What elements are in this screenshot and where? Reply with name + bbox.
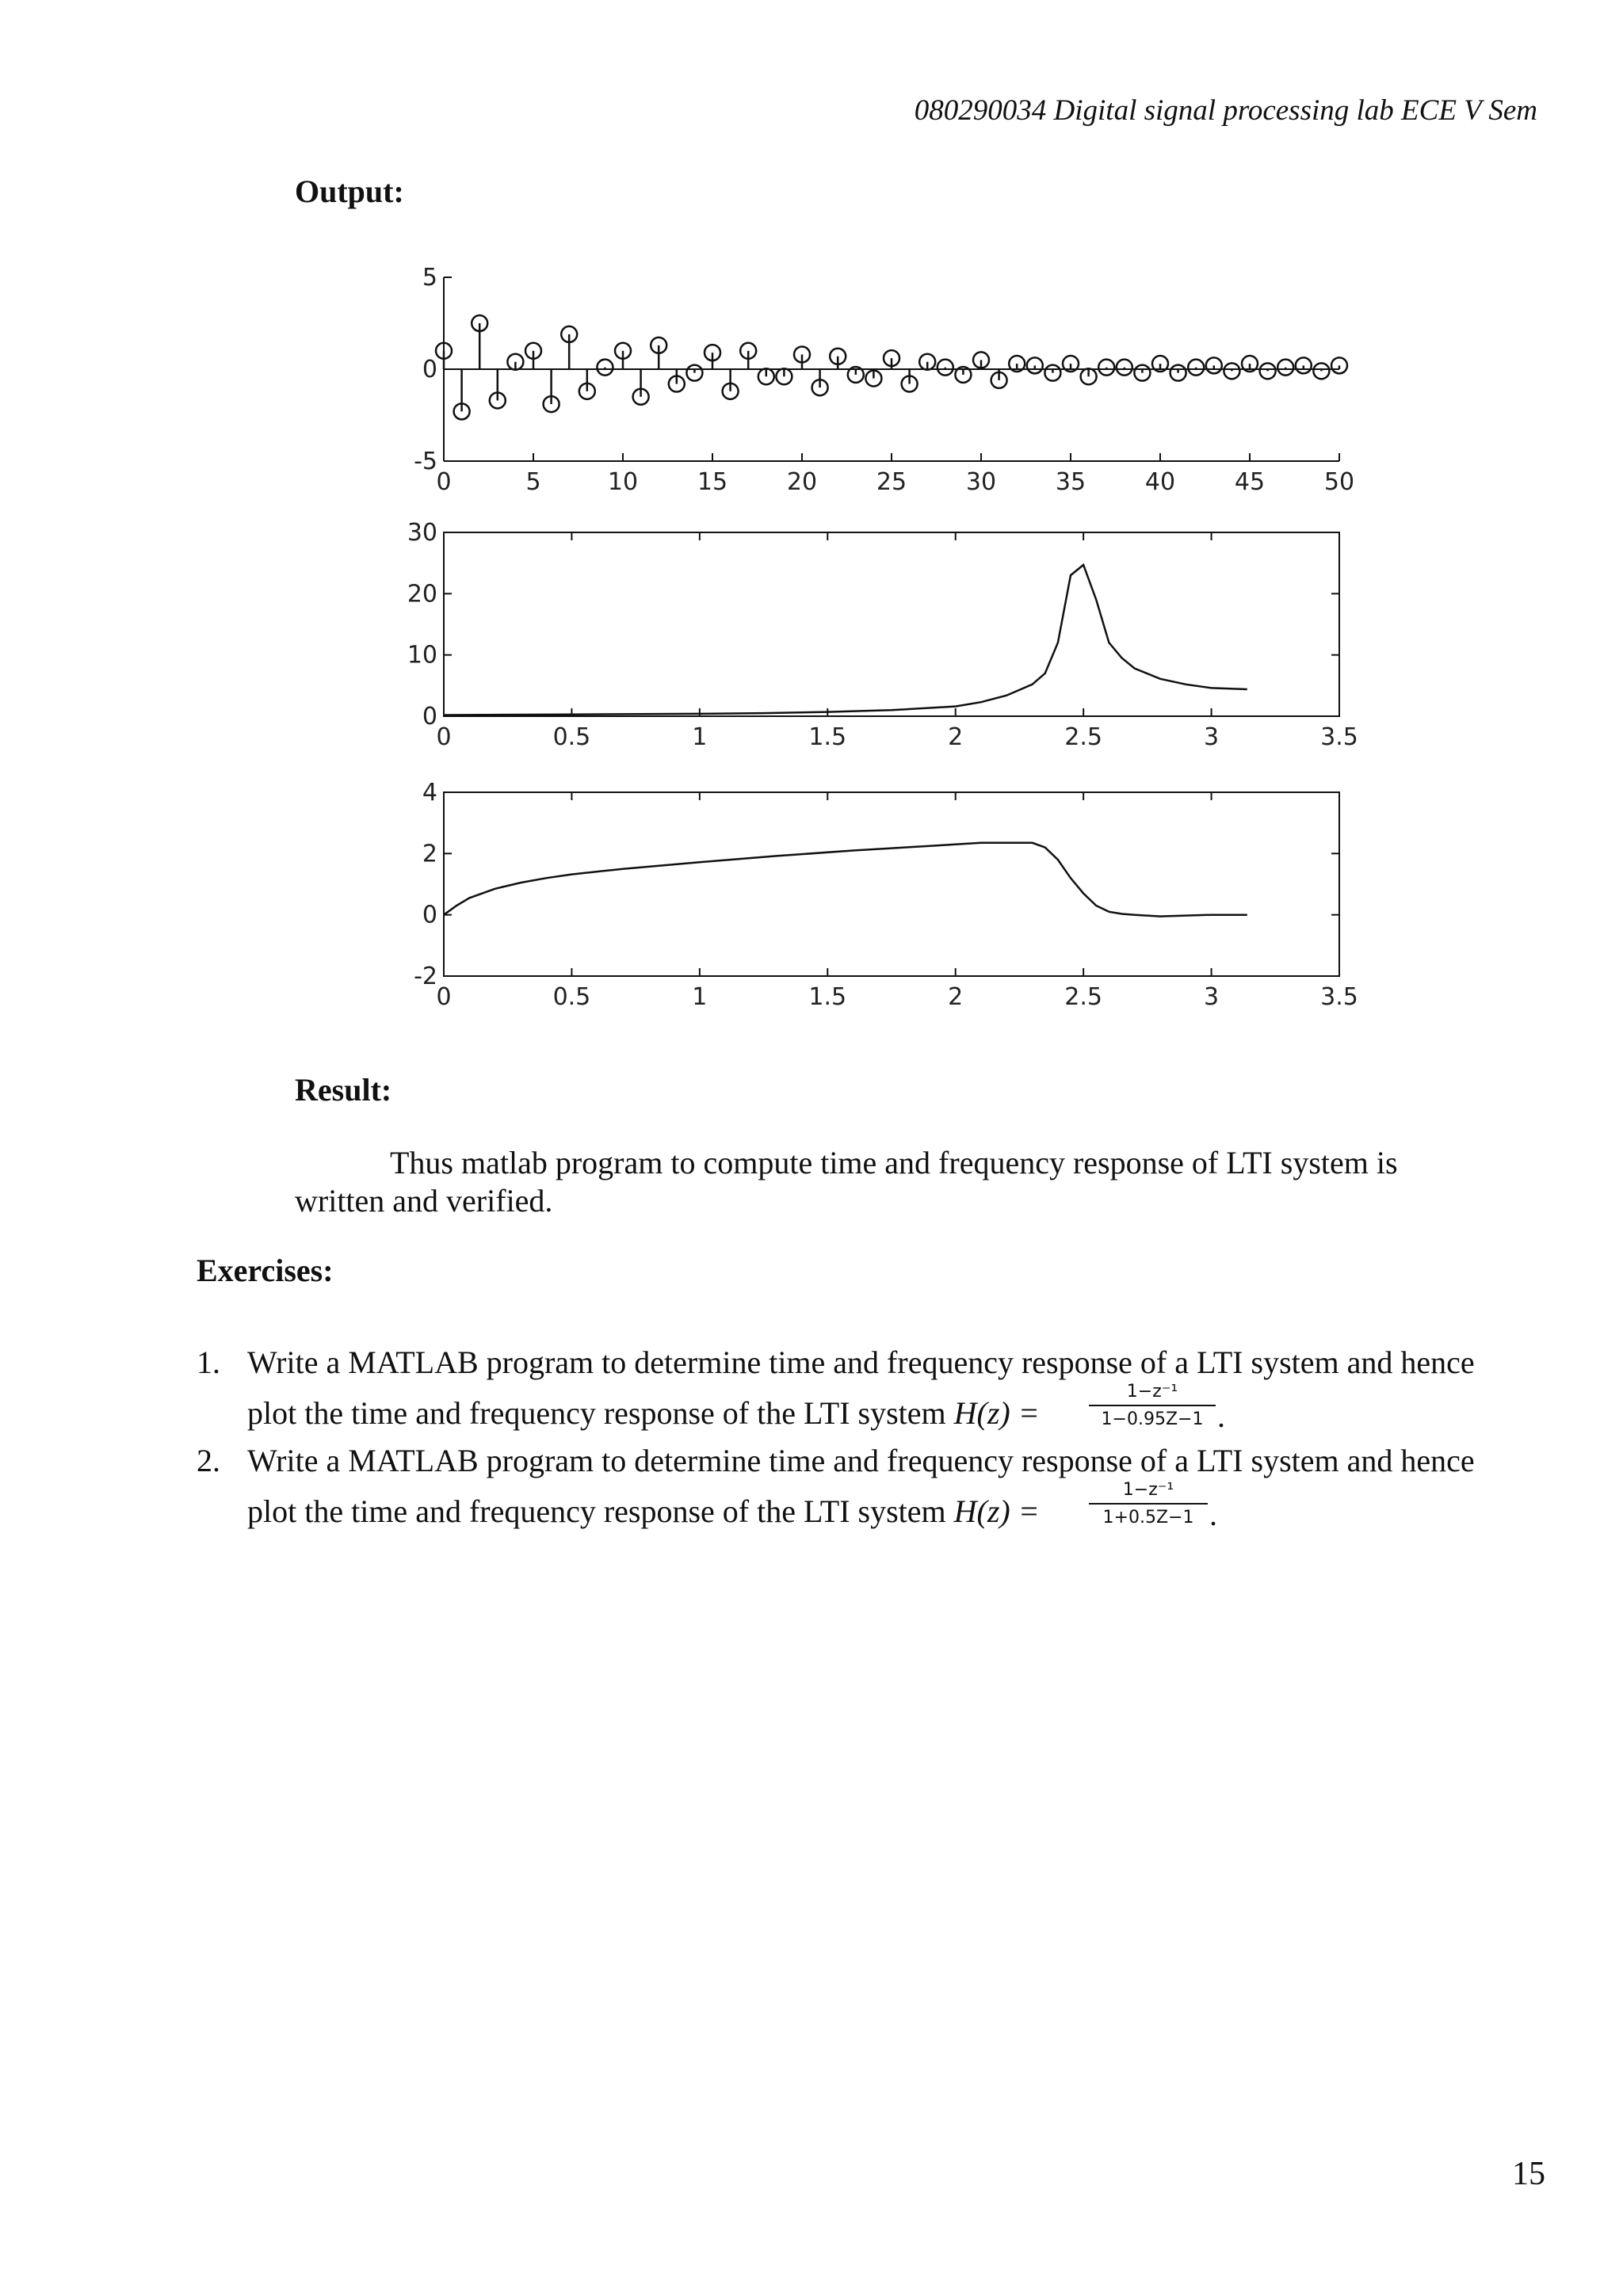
x-tick-label: 2.5: [1064, 983, 1103, 1011]
exercise-2-suffix: .: [1209, 1497, 1217, 1532]
exercise-1-fraction: [1089, 1382, 1216, 1429]
exercise-1-numerator: 1−z⁻¹: [1089, 1382, 1216, 1406]
result-text-line2: written and verified.: [295, 1183, 553, 1219]
x-tick-label: 35: [1055, 468, 1086, 496]
exercise-number: 1.: [197, 1344, 220, 1380]
x-tick-label: 1: [692, 723, 708, 751]
stem-marker: [1044, 365, 1060, 381]
y-tick-label: 30: [407, 519, 437, 547]
exercises-heading: Exercises:: [197, 1253, 334, 1288]
output-plots: [388, 254, 1371, 1030]
stem-marker: [1331, 357, 1347, 373]
plot-frame: [444, 792, 1339, 976]
y-tick-label: 5: [422, 264, 437, 292]
stem-marker: [1134, 365, 1150, 381]
x-tick-label: 0.5: [552, 723, 591, 751]
x-tick-label: 3.5: [1320, 983, 1358, 1011]
x-tick-label: 15: [697, 468, 728, 496]
x-tick-label: 10: [607, 468, 639, 496]
line-plot-phase-response: [414, 779, 1358, 1011]
x-tick-label: 0: [436, 723, 452, 751]
x-tick-label: 30: [965, 468, 997, 496]
exercise-2-line1: Write a MATLAB program to determine time and frequency response of a LTI system and hence: [247, 1443, 1475, 1478]
y-tick-label: 20: [407, 580, 437, 608]
page-header: 080290034 Digital signal processing lab ECE V Sem: [914, 94, 1537, 127]
x-tick-label: 2: [948, 723, 964, 751]
line-plot-magnitude-response: [407, 519, 1358, 751]
y-tick-label: -5: [414, 448, 437, 475]
x-tick-label: 3: [1204, 723, 1220, 751]
exercise-2-line2: [247, 1493, 1040, 1530]
result-paragraph: [295, 1144, 1444, 1220]
x-tick-label: 1: [692, 983, 708, 1011]
y-tick-label: 2: [422, 840, 437, 868]
exercise-2-numerator: 1−z⁻¹: [1089, 1480, 1208, 1505]
stem-marker: [1027, 357, 1043, 373]
stem-marker: [1206, 357, 1222, 373]
x-tick-label: 0: [436, 983, 452, 1011]
exercise-1-line2: [247, 1394, 1040, 1432]
exercise-2-text: plot the time and frequency response of the LTI system: [247, 1493, 954, 1529]
exercise-2-func: H(z) =: [953, 1493, 1040, 1529]
exercise-1-line1: Write a MATLAB program to determine time and frequency response of a LTI system and hence: [247, 1344, 1475, 1380]
exercise-1-denominator: 1−0.95Z−1: [1101, 1409, 1204, 1429]
page-number: 15: [1512, 2156, 1545, 2192]
x-tick-label: 25: [876, 468, 907, 496]
exercise-number: 2.: [197, 1443, 220, 1478]
exercise-1-text: plot the time and frequency response of the LTI system: [247, 1395, 954, 1431]
x-tick-label: 2.5: [1064, 723, 1103, 751]
x-tick-label: 0: [436, 468, 452, 496]
stem-plot-time-response: [414, 264, 1354, 496]
x-tick-label: 1.5: [808, 983, 847, 1011]
y-tick-label: 0: [422, 356, 437, 383]
x-tick-label: 45: [1234, 468, 1266, 496]
stem-marker: [686, 365, 702, 381]
series-line: [444, 565, 1247, 715]
stem-marker: [1170, 365, 1186, 381]
result-text-line1: Thus matlab program to compute time and frequency response of LTI system is: [390, 1145, 1398, 1180]
exercise-1-suffix: .: [1217, 1398, 1225, 1434]
exercise-1-func: H(z) =: [953, 1395, 1040, 1431]
x-tick-label: 0.5: [552, 983, 591, 1011]
x-tick-label: 1.5: [808, 723, 847, 751]
x-tick-label: 20: [786, 468, 818, 496]
x-tick-label: 50: [1323, 468, 1355, 496]
x-tick-label: 5: [525, 468, 541, 496]
y-tick-label: 10: [407, 641, 437, 669]
y-tick-label: 0: [422, 901, 437, 929]
result-heading: Result:: [295, 1072, 392, 1108]
x-tick-label: 40: [1144, 468, 1176, 496]
x-tick-label: 2: [948, 983, 964, 1011]
x-tick-label: 3: [1204, 983, 1220, 1011]
y-tick-label: 0: [422, 703, 437, 730]
output-heading: Output:: [295, 174, 404, 209]
series-line: [444, 843, 1247, 917]
y-tick-label: -2: [414, 963, 437, 990]
y-tick-label: 4: [422, 779, 437, 807]
exercise-2-fraction: [1089, 1480, 1208, 1527]
exercise-2-denominator: 1+0.5Z−1: [1102, 1508, 1194, 1527]
stem-marker: [1296, 357, 1312, 373]
x-tick-label: 3.5: [1320, 723, 1358, 751]
plot-frame: [444, 532, 1339, 716]
